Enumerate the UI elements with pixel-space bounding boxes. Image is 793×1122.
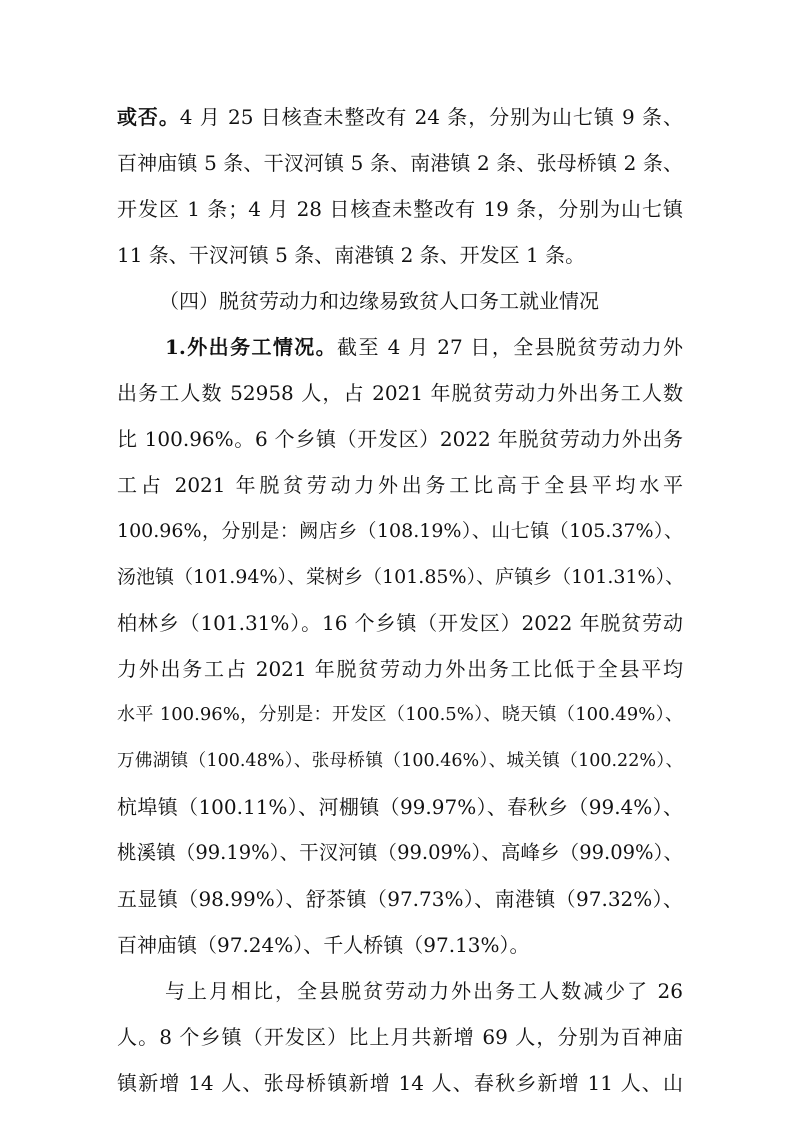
paragraph-line: 桃溪镇（99.19%）、干汊河镇（99.09%）、高峰乡（99.09%）、	[117, 841, 683, 864]
paragraph-line	[117, 99, 683, 135]
paragraph-line: 汤池镇（101.94%）、棠树乡（101.85%）、庐镇乡（101.31%）、	[117, 566, 685, 588]
paragraph-line: 百神庙镇 5 条、干汊河镇 5 条、南港镇 2 条、张母桥镇 2 条、	[117, 151, 683, 175]
paragraph-line: 与上月相比，全县脱贫劳动力外出务工人数减少了 26	[165, 979, 683, 1003]
paragraph-line: 水平 100.96%，分别是：开发区（100.5%）、晓天镇（100.49%）、	[117, 704, 683, 725]
paragraph-line: 11 条、干汊河镇 5 条、南港镇 2 条、开发区 1 条。	[117, 243, 586, 267]
bold-lead-text: 1.外出务工情况。	[165, 335, 338, 359]
paragraph-line: 人。8 个乡镇（开发区）比上月共新增 69 人，分别为百神庙	[117, 1025, 683, 1049]
paragraph-line: 万佛湖镇（100.48%）、张母桥镇（100.46%）、城关镇（100.22%）、	[117, 751, 683, 771]
paragraph-line: 出务工人数 52958 人，占 2021 年脱贫劳动力外出务工人数	[117, 381, 683, 405]
paragraph-line: 工占 2021 年脱贫劳动力外出务工比高于全县平均水平	[117, 473, 683, 497]
paragraph-line: 力外出务工占 2021 年脱贫劳动力外出务工比低于全县平均	[117, 657, 683, 681]
section-heading: （四）脱贫劳动力和边缘易致贫人口务工就业情况	[159, 289, 599, 313]
paragraph-line: 杭埠镇（100.11%）、河棚镇（99.97%）、春秋乡（99.4%）、	[117, 795, 683, 819]
line-text: 4 月 25 日核查未整改有 24 条，分别为山七镇 9 条、	[179, 105, 683, 129]
line-text: 截至 4 月 27 日，全县脱贫劳动力外	[337, 335, 683, 359]
bold-lead-text: 或否。	[117, 105, 180, 129]
paragraph-line: 镇新增 14 人、张母桥镇新增 14 人、春秋乡新增 11 人、山	[117, 1071, 683, 1095]
paragraph-line: 柏林乡（101.31%）。16 个乡镇（开发区）2022 年脱贫劳动	[117, 611, 683, 635]
paragraph-line: 百神庙镇（97.24%）、千人桥镇（97.13%）。	[117, 933, 530, 957]
paragraph-line: 五显镇（98.99%）、舒茶镇（97.73%）、南港镇（97.32%）、	[117, 887, 683, 911]
paragraph-line	[165, 329, 683, 365]
paragraph-line: 开发区 1 条；4 月 28 日核查未整改有 19 条，分别为山七镇	[117, 197, 683, 221]
paragraph-line: 100.96%，分别是：阙店乡（108.19%）、山七镇（105.37%）、	[117, 520, 683, 542]
paragraph-line: 比 100.96%。6 个乡镇（开发区）2022 年脱贫劳动力外出务	[117, 427, 683, 451]
